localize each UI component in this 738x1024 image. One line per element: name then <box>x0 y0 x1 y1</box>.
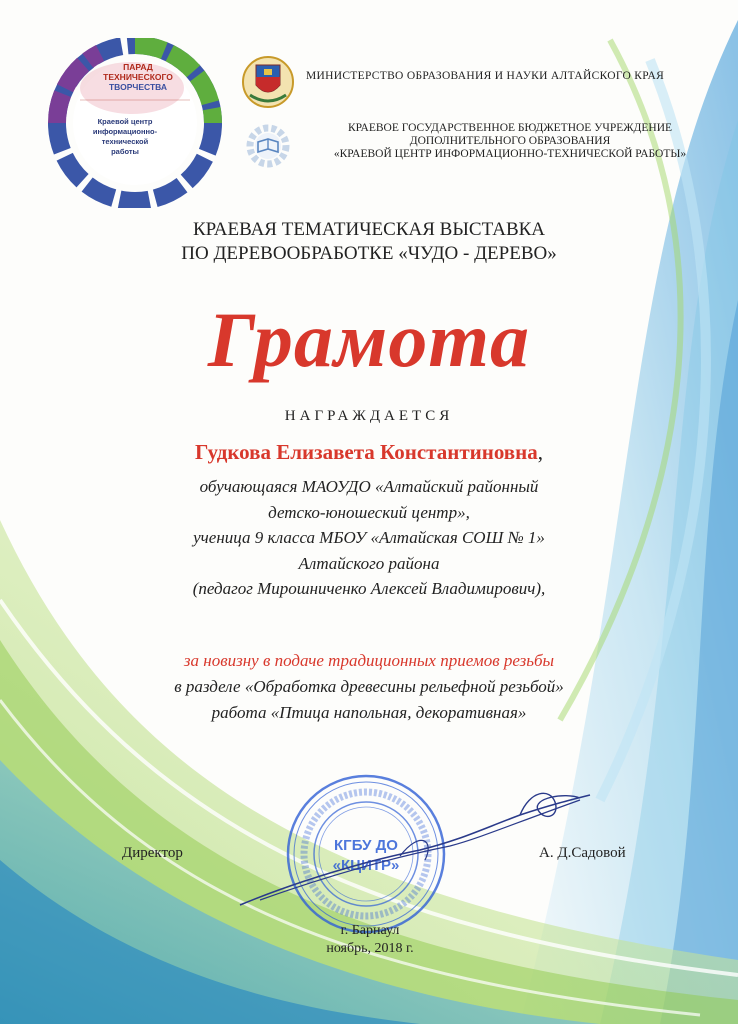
exhibition-line: ПО ДЕРЕВООБРАБОТКЕ «ЧУДО - ДЕРЕВО» <box>181 243 557 264</box>
signature-icon <box>220 770 620 920</box>
certificate-title: Грамота <box>207 296 531 383</box>
details-line: обучающаяся МАОУДО «Алтайский районный <box>199 477 539 496</box>
logo-title-line: ТЕХНИЧЕСКОГО <box>103 72 173 82</box>
details-line: ученица 9 класса МБОУ «Алтайская СОШ № 1» <box>193 528 545 547</box>
details-line: Алтайского района <box>298 553 440 573</box>
svg-text:«КЦИТР»: «КЦИТР» <box>332 857 400 874</box>
institution-name <box>300 122 720 161</box>
ministry-name: МИНИСТЕРСТВО ОБРАЗОВАНИЯ И НАУКИ АЛТАЙСКОГО КРАЯ <box>306 70 665 82</box>
director-label: Директор <box>122 845 183 861</box>
gear-book-icon <box>244 122 292 170</box>
exhibition-title <box>100 218 638 266</box>
logo-subtitle <box>70 117 180 157</box>
issue-date: ноябрь, 2018 г. <box>326 941 414 956</box>
recipient-name <box>80 440 658 465</box>
merit-work: работа «Птица напольная, декоративная» <box>211 703 527 722</box>
coat-of-arms-icon <box>240 55 296 109</box>
institution-line: КРАЕВОЕ ГОСУДАРСТВЕННОЕ БЮДЖЕТНОЕ УЧРЕЖДЕНИЕ <box>347 122 673 134</box>
recipient-name-text: Гудкова Елизавета Константиновна <box>194 440 538 464</box>
institution-line: ДОПОЛНИТЕЛЬНОГО ОБРАЗОВАНИЯ <box>409 135 611 147</box>
details-line: (педагог Мирошниченко Алексей Владимирович), <box>192 579 546 598</box>
institution-line: «КРАЕВОЙ ЦЕНТР ИНФОРМАЦИОННО-ТЕХНИЧЕСКОЙ РАБОТЫ» <box>333 148 687 160</box>
svg-text:КГБУ ДО: КГБУ ДО <box>334 837 398 854</box>
logo-title-line: ТВОРЧЕСТВА <box>108 82 167 92</box>
city: г. Барнаул <box>340 923 400 938</box>
recipient-name-comma: , <box>537 440 544 464</box>
awarded-label: НАГРАЖДАЕТСЯ <box>284 408 454 424</box>
merit-reason: за новизну в подаче традиционных приемов резьбы <box>183 651 555 670</box>
logo-title <box>90 62 186 92</box>
recipient-details <box>80 474 658 602</box>
merit-section: в разделе «Обработка древесины рельефной резьбой» <box>174 677 564 696</box>
details-line: детско-юношеский центр», <box>268 502 470 522</box>
signer-name: А. Д.Садовой <box>539 845 626 861</box>
logo-subtitle-line: информационно-технической <box>92 127 158 146</box>
place-and-date <box>300 922 440 958</box>
logo-title-line: ПАРАД <box>123 62 153 72</box>
logo-subtitle-line: Краевой центр <box>97 117 153 126</box>
merit-block <box>80 648 658 726</box>
logo-subtitle-line: работы <box>111 147 139 156</box>
exhibition-line: КРАЕВАЯ ТЕМАТИЧЕСКАЯ ВЫСТАВКА <box>192 219 546 240</box>
